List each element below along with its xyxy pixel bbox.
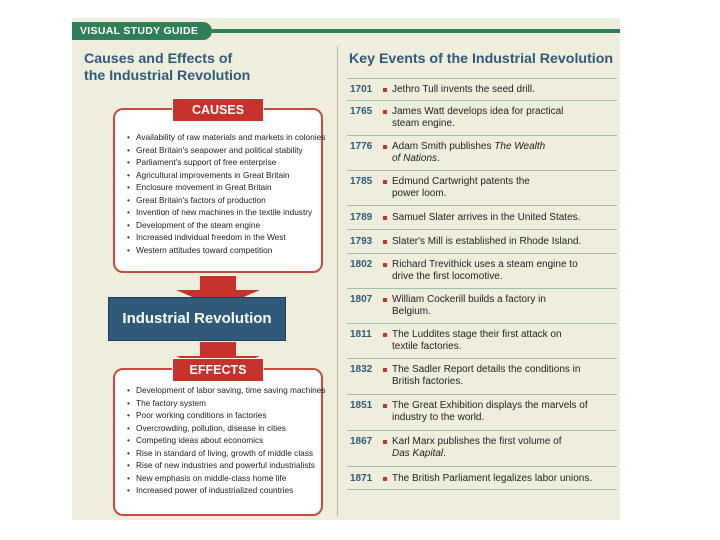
key-events-timeline <box>347 78 617 490</box>
left-title-line-2: the Industrial Revolution <box>84 68 251 84</box>
event-year: 1832 <box>350 364 373 375</box>
effect-item: • Development of labor saving, time saving machines <box>127 384 317 397</box>
event-year: 1871 <box>350 473 373 484</box>
bullet-icon <box>383 298 387 302</box>
timeline-event <box>347 430 617 466</box>
event-year: 1776 <box>350 141 373 152</box>
timeline-event <box>347 253 617 288</box>
cause-item: • Great Britain's seapower and political stability <box>127 144 317 157</box>
event-text: Richard Trevithick uses a steam engine to drive the first locomotive. <box>392 259 578 282</box>
timeline-event <box>347 205 617 229</box>
bullet-icon <box>383 477 387 481</box>
cause-item: • Parliament's support of free enterprise <box>127 156 317 169</box>
bullet-icon <box>383 180 387 184</box>
event-year: 1701 <box>350 84 373 95</box>
cause-item: • Increased individual freedom in the West <box>127 231 317 244</box>
event-year: 1793 <box>350 236 373 247</box>
event-text: The Sadler Report details the conditions in British factories. <box>392 364 581 387</box>
effect-item: • Overcrowding, pollution, disease in cities <box>127 422 317 435</box>
visual-study-guide-banner: VISUAL STUDY GUIDE <box>72 22 212 40</box>
effect-item: • Rise of new industries and powerful industrialists <box>127 459 317 472</box>
event-year: 1802 <box>350 259 373 270</box>
bullet-icon <box>383 404 387 408</box>
event-year: 1785 <box>350 176 373 187</box>
industrial-revolution-label: Industrial Revolution <box>108 297 286 341</box>
event-text: Slater's Mill is established in Rhode Island. <box>392 236 582 247</box>
timeline-event <box>347 288 617 323</box>
effect-item: • Increased power of industrialized countries <box>127 484 317 497</box>
event-text: Adam Smith publishes The Wealth of Nations. <box>392 141 546 164</box>
cause-item: • Development of the steam engine <box>127 219 317 232</box>
effects-heading: EFFECTS <box>172 358 264 382</box>
cause-item: • Invention of new machines in the textile industry <box>127 206 317 219</box>
effects-box <box>113 363 326 516</box>
event-text: Edmund Cartwright patents the power loom. <box>392 176 530 199</box>
event-text: The Great Exhibition displays the marvels of industry to the world. <box>392 400 588 423</box>
bullet-icon <box>383 88 387 92</box>
cause-item: • Availability of raw materials and markets in colonies <box>127 131 317 144</box>
left-title-line-1: Causes and Effects of <box>84 51 233 67</box>
causes-box <box>113 103 326 273</box>
cause-item: • Enclosure movement in Great Britain <box>127 181 317 194</box>
effect-item: • Rise in standard of living, growth of middle class <box>127 447 317 460</box>
banner-rule <box>212 29 620 33</box>
effect-item: • Poor working conditions in factories <box>127 409 317 422</box>
timeline-event <box>347 466 617 490</box>
bullet-icon <box>383 110 387 114</box>
bullet-icon <box>383 216 387 220</box>
key-events-title: Key Events of the Industrial Revolution <box>349 51 614 67</box>
bullet-icon <box>383 263 387 267</box>
study-guide-page <box>72 18 620 520</box>
event-text: James Watt develops idea for practical steam engine. <box>392 106 564 129</box>
effects-list <box>127 384 326 497</box>
cause-item: • Great Britain's factors of production <box>127 194 317 207</box>
timeline-event <box>347 358 617 394</box>
causes-list <box>127 131 326 256</box>
bullet-icon <box>383 333 387 337</box>
timeline-event <box>347 78 617 100</box>
event-year: 1811 <box>350 329 372 340</box>
event-year: 1867 <box>350 436 373 447</box>
event-year: 1807 <box>350 294 373 305</box>
bullet-icon <box>383 145 387 149</box>
effect-item: • The factory system <box>127 397 317 410</box>
timeline-event <box>347 323 617 358</box>
event-year: 1789 <box>350 212 373 223</box>
effect-item: • New emphasis on middle-class home life <box>127 472 317 485</box>
timeline-event <box>347 100 617 135</box>
bullet-icon <box>383 440 387 444</box>
timeline-event <box>347 135 617 170</box>
causes-effects-title <box>84 51 334 85</box>
event-text: Samuel Slater arrives in the United States. <box>392 212 581 223</box>
cause-item: • Western attitudes toward competition <box>127 244 317 257</box>
timeline-event <box>347 229 617 253</box>
cause-item: • Agricultural improvements in Great Britain <box>127 169 317 182</box>
causes-heading: CAUSES <box>172 98 264 122</box>
event-text: Karl Marx publishes the first volume of Das Kapital. <box>392 436 562 459</box>
event-text: Jethro Tull invents the seed drill. <box>392 84 535 95</box>
bullet-icon <box>383 240 387 244</box>
event-year: 1765 <box>350 106 373 117</box>
event-text: William Cockerill builds a factory in Belgium. <box>392 294 546 317</box>
event-text: The Luddites stage their first attack on textile factories. <box>392 329 562 352</box>
event-text: The British Parliament legalizes labor unions. <box>392 473 593 484</box>
bullet-icon <box>383 368 387 372</box>
column-divider <box>337 46 338 516</box>
timeline-event <box>347 170 617 205</box>
effect-item: • Competing ideas about economics <box>127 434 317 447</box>
timeline-event <box>347 394 617 430</box>
event-year: 1851 <box>350 400 373 411</box>
